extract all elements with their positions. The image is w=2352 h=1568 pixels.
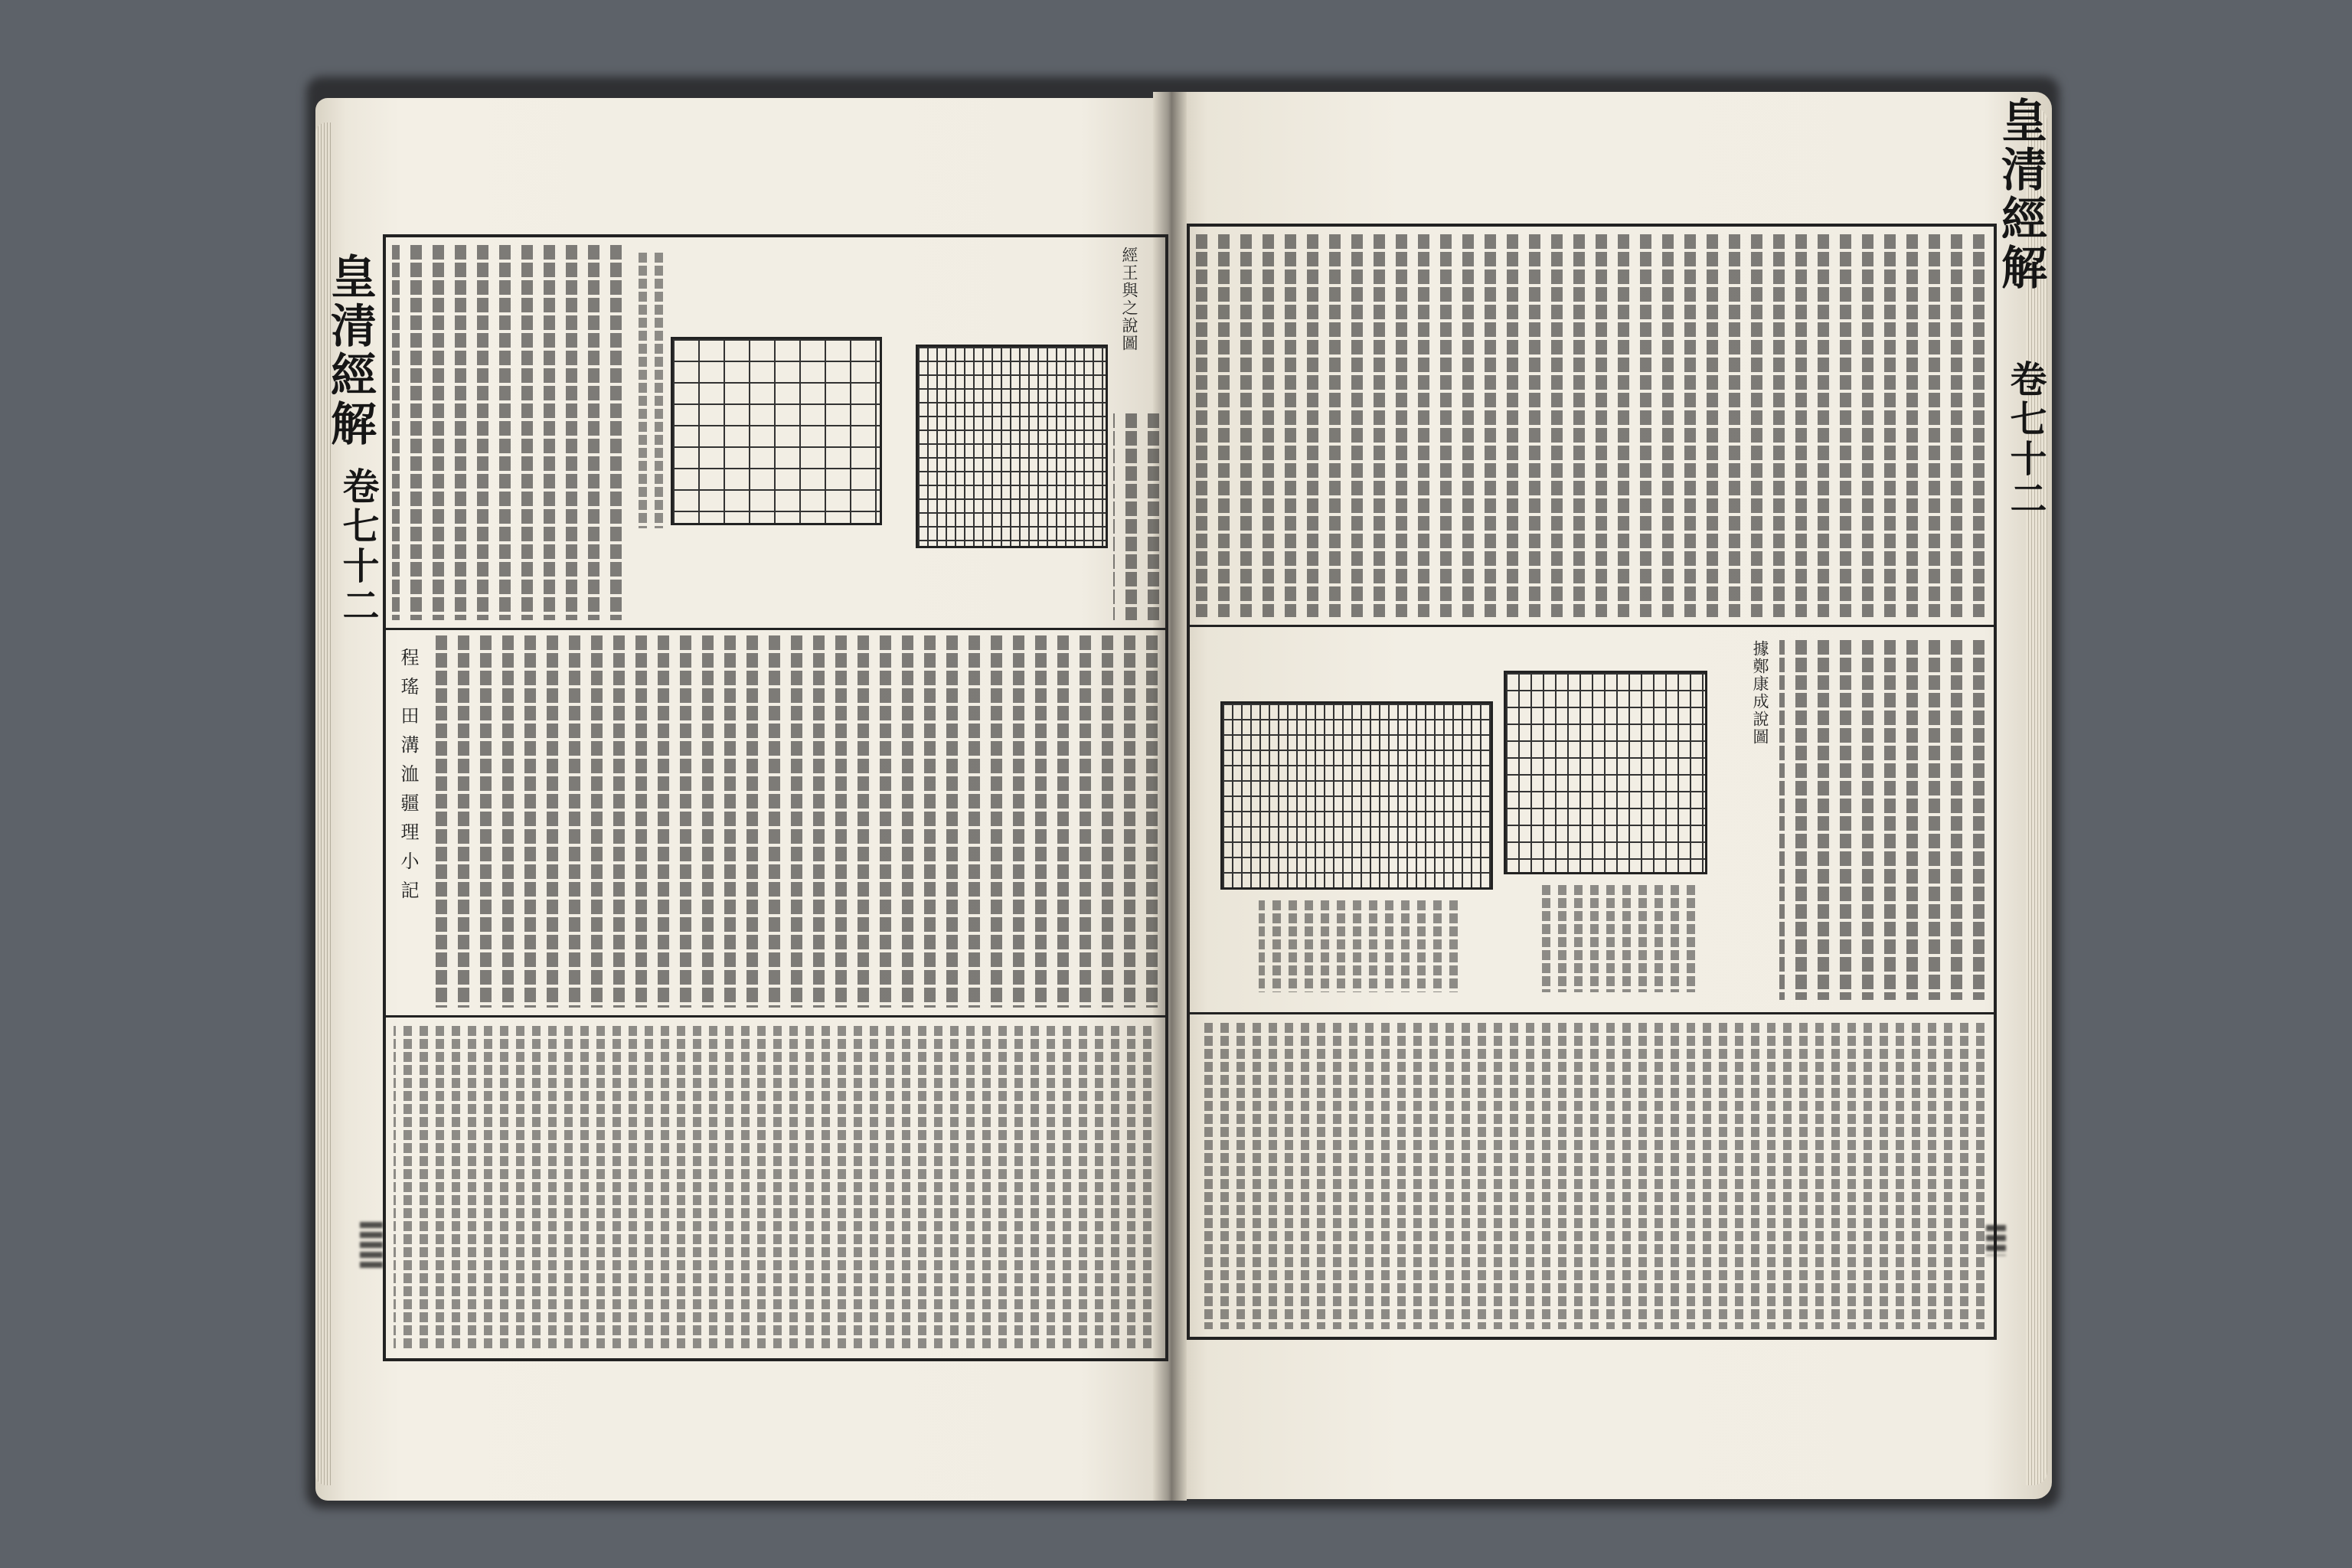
left-small-diagram-notes [632, 253, 663, 528]
right-left-grid-diagram [1220, 701, 1493, 890]
right-volume-mark: 卷七十二 [2004, 360, 2047, 519]
left-lower-text-block [394, 1026, 1152, 1351]
left-section-heading: 經王與之說圖 [1120, 247, 1138, 352]
left-upper-divider [386, 628, 1165, 630]
left-page-frame [383, 234, 1168, 1361]
right-left-diagram-notes [1259, 900, 1458, 992]
right-right-diagram-notes [1542, 885, 1695, 992]
left-upper-text-block [392, 245, 622, 620]
left-small-grid-diagram [671, 337, 882, 525]
right-page-frame [1187, 224, 1997, 1340]
left-middle-text-block [426, 635, 1158, 1008]
right-right-grid-diagram [1504, 671, 1707, 874]
left-folio-ink [360, 1222, 383, 1268]
right-running-title: 皇清經解 [1994, 96, 2047, 292]
right-lower-text-block [1197, 1023, 1984, 1329]
right-upper-text-block [1196, 234, 1984, 617]
left-volume-mark: 卷七十二 [336, 467, 379, 626]
right-upper-divider [1190, 625, 1994, 627]
left-lower-divider [386, 1015, 1165, 1018]
right-folio-ink [1986, 1225, 2006, 1256]
left-large-grid-diagram [916, 345, 1108, 548]
left-running-title: 皇清經解 [323, 253, 377, 449]
right-lower-divider [1190, 1012, 1994, 1014]
left-upper-right-text [1113, 413, 1159, 620]
right-middle-text-block [1779, 640, 1984, 1000]
right-page-edges [2026, 107, 2047, 1485]
right-section-heading: 據鄭康成說圖 [1751, 640, 1769, 746]
left-appended-title: 程瑤田溝洫疆理小記 [397, 648, 419, 910]
